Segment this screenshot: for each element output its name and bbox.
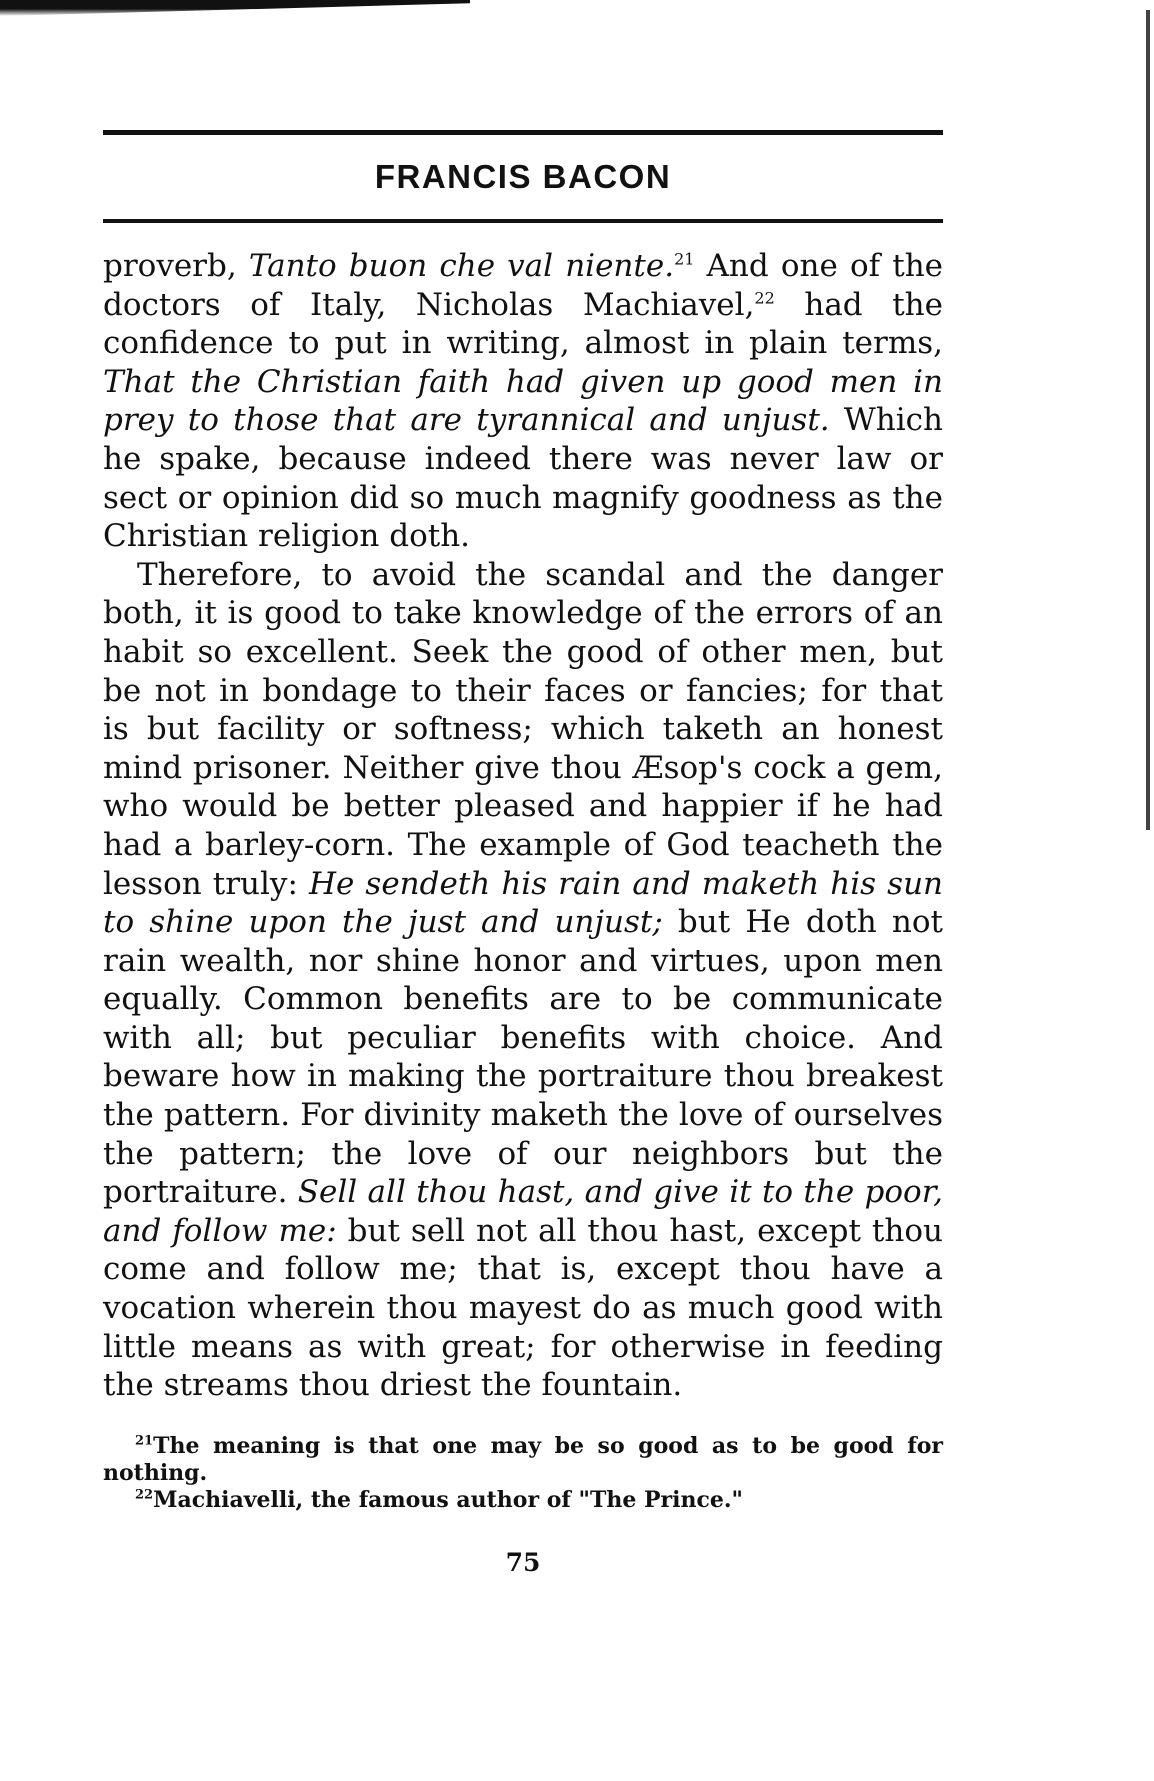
text-run: Therefore, to avoid the scandal and the danger both, it is good to take knowledge of the errors of an habit so excellent. Seek the good of other men, but be not in bondage to their faces or fancies; for that is but facility or softness; which taketh an honest mind prisoner. Neither give thou Æsop's cock a gem, who would be better pleased and happier if he had had a barley-corn. The example of God teacheth the lesson truly: <box>103 556 943 902</box>
italic-run: Sell all thou hast, and give it to the poor, and follow me: <box>103 1174 943 1249</box>
footnote-21 <box>103 1433 943 1487</box>
page-number: 75 <box>505 1547 541 1577</box>
footnotes <box>103 1433 943 1514</box>
footnote-text: Machiavelli, the famous author of "The Prince." <box>153 1486 744 1513</box>
scan-edge-top <box>0 0 470 16</box>
text-run: but sell not all thou hast, except thou come and follow me; that is, except thou have a vocation wherein thou mayest do as much good with little means as with great; for otherwise in feeding the streams thou driest the fountain. <box>103 1212 943 1404</box>
italic-run: Tanto buon che val niente. <box>248 248 675 284</box>
scan-edge-right <box>1146 10 1150 830</box>
body-text <box>103 247 943 1405</box>
header-rule-bottom <box>103 219 943 223</box>
footnote-number: 22 <box>135 1487 154 1503</box>
running-head: FRANCIS BACON <box>374 158 672 195</box>
paragraph-2 <box>103 556 943 1405</box>
text-run: but He doth not rain wealth, nor shine honor and virtues, upon men equally. Common benefits are to be communicate with all; but peculiar benefits with choice. And beware how in making the portraiture thou breakest the pattern. For divinity maketh the love of ourselves the pattern; the love of our neighbors but the portraiture. <box>103 904 943 1211</box>
text-run: Which he spake, because indeed there was never law or sect or opinion did so much magnify goodness as the Christian religion doth. <box>103 402 943 555</box>
italic-run: He sendeth his rain and maketh his sun to shine upon the just and unjust; <box>103 865 943 941</box>
text-run: And one of the doctors of Italy, Nicholas Machiavel, <box>103 248 944 323</box>
italic-run: That the Christian faith had given up good men in prey to those that are tyrannical and unjust. <box>103 363 943 439</box>
text-run: proverb, <box>103 248 249 284</box>
footnote-number: 21 <box>135 1433 154 1449</box>
footnote-ref-21: 21 <box>674 249 695 269</box>
header-rule-top <box>103 130 943 135</box>
footnote-ref-22: 22 <box>754 288 775 308</box>
text-run: had the confidence to put in writing, almost in plain terms, <box>103 286 943 362</box>
footnote-22 <box>103 1487 943 1514</box>
paragraph-1 <box>103 247 943 556</box>
book-page <box>103 130 943 1577</box>
footnote-text: The meaning is that one may be so good as to be good for nothing. <box>103 1432 943 1486</box>
